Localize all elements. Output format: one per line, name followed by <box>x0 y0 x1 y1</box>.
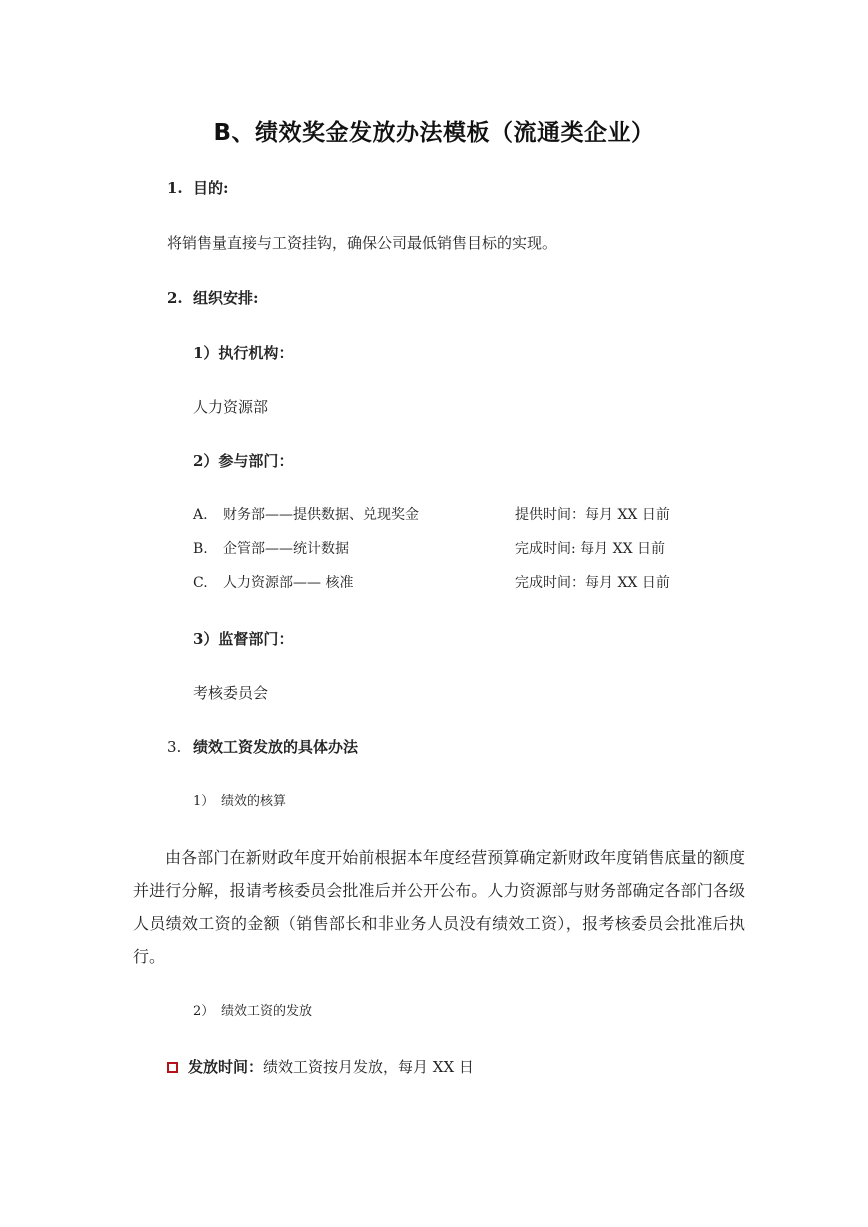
dept-row-dept: 财务部——提供数据、兑现奖金 <box>223 507 419 523</box>
section-3-sub1-label: 绩效的核算 <box>221 794 287 809</box>
section-2-title: 组织安排: <box>193 289 259 307</box>
dept-row-letter: B. <box>193 541 208 557</box>
release-time-label: 发放时间： <box>188 1058 264 1076</box>
section-2-heading <box>167 288 259 308</box>
release-time-text: 绩效工资按月发放，每月 XX 日 <box>263 1058 474 1076</box>
section-3-sub1-paragraph: 由各部门在新财政年度开始前根据本年度经营预算确定新财政年度销售底量的额度并进行分解，报请考核委员会批准后并公开公布。人力资源部与财务部确定各部门各级人员绩效工资的金额（销售部长和非业务人员没有绩效工资），报考核委员会批准后执行。 <box>133 848 745 966</box>
section-3-sub1-number: 1） <box>193 794 215 809</box>
checkbox-bullet-icon <box>167 1062 178 1073</box>
section-3-sub1-heading <box>193 792 286 812</box>
section-2-sub1-label: 1）执行机构： <box>193 344 294 362</box>
dept-row-dept: 人力资源部—— 核准 <box>223 575 354 591</box>
section-2-sub1-body: 人力资源部 <box>193 398 269 416</box>
dept-row-time: 完成时间: 每月 XX 日前 <box>515 541 666 557</box>
section-3-title: 绩效工资发放的具体办法 <box>193 738 359 756</box>
section-3-number: 3. <box>167 738 182 756</box>
section-1-title: 目的: <box>193 179 229 197</box>
section-3-sub2-heading <box>193 1002 312 1022</box>
section-3-sub2-number: 2） <box>193 1004 215 1019</box>
document-title: B、绩效奖金发放办法模板（流通类企业） <box>213 120 655 146</box>
dept-row-letter: A. <box>193 507 208 523</box>
dept-row <box>193 505 670 525</box>
dept-row-time: 完成时间：每月 XX 日前 <box>515 575 670 591</box>
section-1-number: 1. <box>167 179 183 197</box>
section-2-sub3-body: 考核委员会 <box>193 684 269 702</box>
section-2-number: 2. <box>167 289 183 307</box>
section-2-sub2-label: 2）参与部门： <box>193 452 294 470</box>
section-1-heading <box>167 178 229 198</box>
section-3-heading <box>167 737 358 757</box>
dept-row <box>193 573 670 593</box>
dept-row-time: 提供时间：每月 XX 日前 <box>515 507 670 523</box>
dept-row <box>193 539 666 559</box>
section-2-sub3-label: 3）监督部门： <box>193 630 294 648</box>
dept-row-letter: C. <box>193 575 208 591</box>
release-time-bullet <box>167 1057 474 1077</box>
section-3-sub2-label: 绩效工资的发放 <box>221 1004 313 1019</box>
section-1-body: 将销售量直接与工资挂钩，确保公司最低销售目标的实现。 <box>167 234 558 252</box>
dept-row-dept: 企管部——统计数据 <box>223 541 349 557</box>
